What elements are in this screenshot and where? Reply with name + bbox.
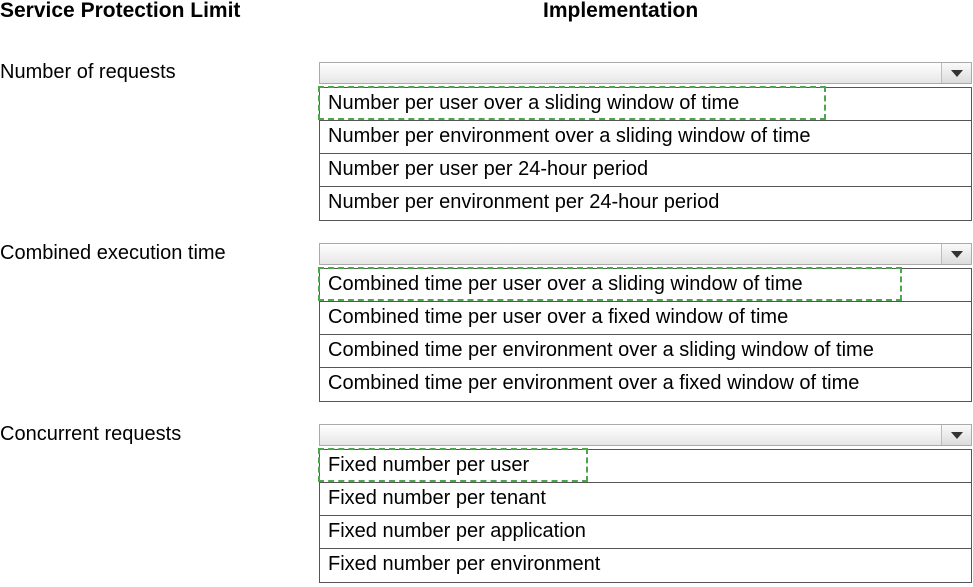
dropdown-combined-execution-time (319, 243, 972, 402)
option[interactable] (320, 121, 971, 154)
option[interactable] (320, 187, 971, 220)
option-label: Fixed number per tenant (328, 487, 546, 509)
dropdown-number-of-requests (319, 62, 972, 221)
option[interactable] (320, 302, 971, 335)
option[interactable] (320, 483, 971, 516)
option-label: Number per environment per 24-hour period (328, 191, 720, 213)
chevron-down-icon (951, 70, 963, 77)
dropdown-concurrent-requests (319, 424, 972, 583)
options-list (319, 87, 972, 221)
dropdown-button[interactable] (941, 425, 971, 445)
option-label: Number per environment over a sliding window of time (328, 125, 811, 147)
option[interactable] (320, 549, 971, 582)
dropdown-button[interactable] (941, 244, 971, 264)
chevron-down-icon (951, 251, 963, 258)
header-implementation: Implementation (543, 0, 699, 22)
option-label: Fixed number per application (328, 520, 586, 542)
option-label: Combined time per user over a fixed window of time (328, 306, 789, 328)
option[interactable] (320, 516, 971, 549)
row-label-number-of-requests: Number of requests (0, 61, 176, 83)
option[interactable] (320, 450, 971, 483)
option-label: Fixed number per user (328, 454, 530, 476)
header-service-protection-limit: Service Protection Limit (0, 0, 241, 22)
select-bar[interactable] (319, 424, 972, 446)
option-label: Number per user per 24-hour period (328, 158, 649, 180)
option-label: Number per user over a sliding window of time (328, 92, 740, 114)
row-label-concurrent-requests: Concurrent requests (0, 423, 182, 445)
option[interactable] (320, 368, 971, 401)
option[interactable] (320, 154, 971, 187)
option-label: Combined time per environment over a fixed window of time (328, 372, 860, 394)
option-label: Fixed number per environment (328, 553, 601, 575)
option-label: Combined time per user over a sliding window of time (328, 273, 803, 295)
option-label: Combined time per environment over a sliding window of time (328, 339, 874, 361)
select-bar[interactable] (319, 243, 972, 265)
dropdown-button[interactable] (941, 63, 971, 83)
row-label-combined-execution-time: Combined execution time (0, 242, 226, 264)
options-list (319, 268, 972, 402)
options-list (319, 449, 972, 583)
chevron-down-icon (951, 432, 963, 439)
option[interactable] (320, 88, 971, 121)
select-bar[interactable] (319, 62, 972, 84)
option[interactable] (320, 335, 971, 368)
option[interactable] (320, 269, 971, 302)
